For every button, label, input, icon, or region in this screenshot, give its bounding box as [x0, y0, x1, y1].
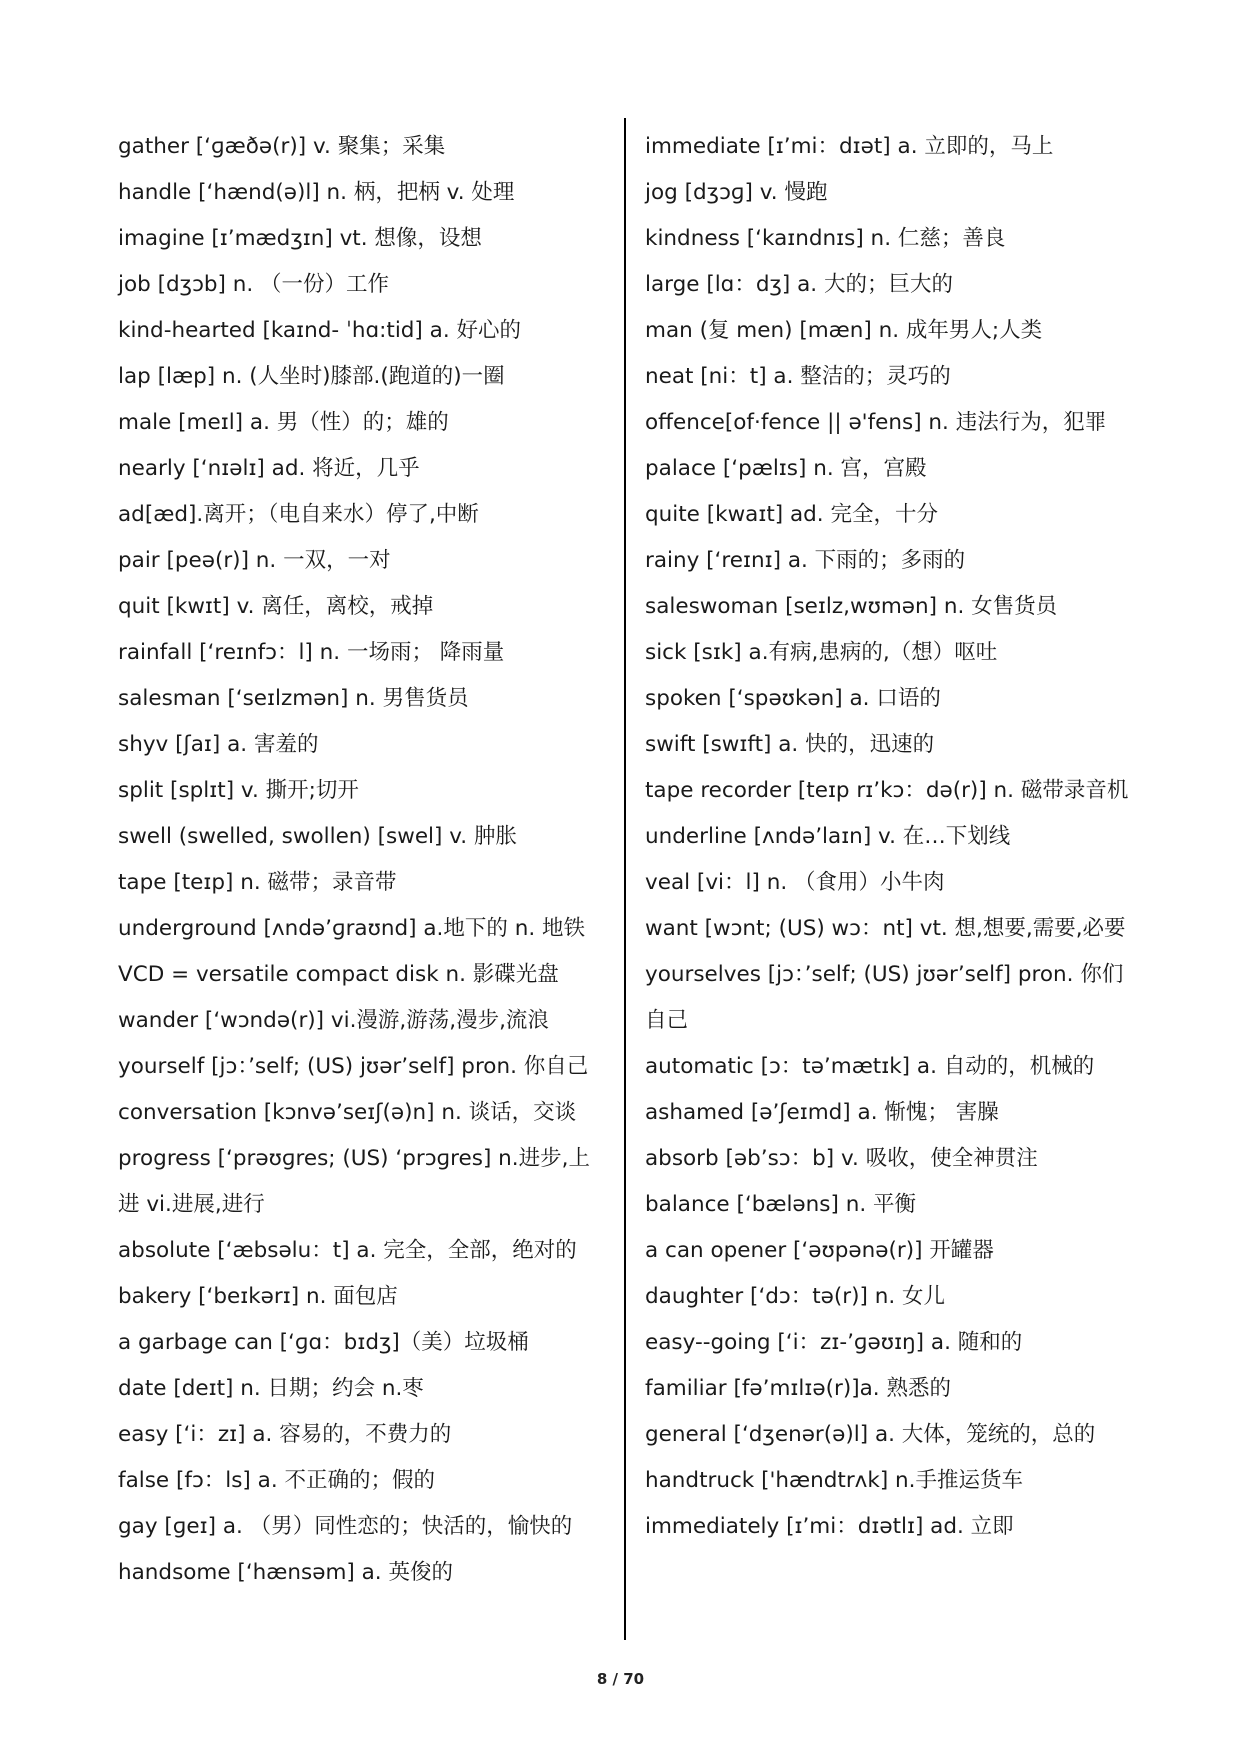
vocab-entry: swift [swɪft] a. 快的，迅速的 — [645, 732, 935, 757]
vocab-entry: quite [kwaɪt] ad. 完全，十分 — [645, 502, 938, 527]
vocab-entry: general [‘dʒenər(ə)l] a. 大体，笼统的，总的 — [645, 1422, 1096, 1447]
vocab-entry: man (复 men) [mæn] n. 成年男人;人类 — [645, 318, 1043, 343]
vocab-entry: lap [læp] n. (人坐时)膝部.(跑道的)一圈 — [118, 364, 505, 389]
vocab-entry: ashamed [ə’ʃeɪmd] a. 惭愧； 害臊 — [645, 1100, 999, 1125]
vocab-entry: gather [‘ɡæðə(r)] v. 聚集；采集 — [118, 134, 446, 159]
vocab-entry: yourself [jɔ：’self; (US) jʊər’self] pron. 你自己 — [118, 1054, 589, 1079]
vocab-entry: balance [‘bæləns] n. 平衡 — [645, 1192, 917, 1217]
vocab-entry: shyv [ʃaɪ] a. 害羞的 — [118, 732, 319, 757]
vocab-entry: offence[of·fence || ə'fens] n. 违法行为，犯罪 — [645, 410, 1107, 435]
vocab-entry: date [deɪt] n. 日期；约会 n.枣 — [118, 1376, 424, 1401]
vocab-entry: spoken [‘spəʊkən] a. 口语的 — [645, 686, 941, 711]
vocab-entry: tape recorder [teɪp rɪ’kɔ：də(r)] n. 磁带录音机 — [645, 778, 1129, 803]
vocab-entry: rainfall [‘reɪnfɔ：l] n. 一场雨； 降雨量 — [118, 640, 505, 665]
vocab-entry: imagine [ɪ’mædʒɪn] vt. 想像，设想 — [118, 226, 482, 251]
vocab-entry: handsome [‘hænsəm] a. 英俊的 — [118, 1560, 453, 1585]
vocab-entry: familiar [fə’mɪlɪə(r)]a. 熟悉的 — [645, 1376, 951, 1401]
vocab-entry: ad[æd].离开；（电自来水）停了,中断 — [118, 502, 479, 527]
vocab-entry: immediately [ɪ’mi：dɪətlɪ] ad. 立即 — [645, 1514, 1014, 1539]
vocab-entry: saleswoman [seɪlz,wʊmən] n. 女售货员 — [645, 594, 1058, 619]
vocab-entry: quit [kwɪt] v. 离任，离校，戒掉 — [118, 594, 434, 619]
vocab-entry: salesman [‘seɪlzmən] n. 男售货员 — [118, 686, 469, 711]
vocab-entry: handtruck ['hændtrʌk] n.手推运货车 — [645, 1468, 1024, 1493]
vocab-entry: underground [ʌndə’ɡraʊnd] a.地下的 n. 地铁 — [118, 916, 586, 941]
vocab-entry: sick [sɪk] a.有病,患病的,（想）呕吐 — [645, 640, 998, 665]
vocab-entry: absolute [‘æbsəlu：t] a. 完全，全部，绝对的 — [118, 1238, 577, 1263]
vocab-entry: want [wɔnt; (US) wɔ：nt] vt. 想,想要,需要,必要 — [645, 916, 1126, 941]
vocab-entry: veal [vi：l] n. （食用）小牛肉 — [645, 870, 945, 895]
left-column — [118, 124, 605, 1596]
vocab-entry: automatic [ɔ：tə’mætɪk] a. 自动的，机械的 — [645, 1054, 1095, 1079]
vocab-entry: swell (swelled, swollen) [swel] v. 肿胀 — [118, 824, 517, 849]
vocab-entry: male [meɪl] a. 男（性）的；雄的 — [118, 410, 449, 435]
page-number: 8 / 70 — [596, 1670, 645, 1688]
vocab-entry: bakery [‘beɪkərɪ] n. 面包店 — [118, 1284, 398, 1309]
vocab-entry: neat [ni：t] a. 整洁的；灵巧的 — [645, 364, 951, 389]
vocab-entry: nearly [‘nɪəlɪ] ad. 将近，几乎 — [118, 456, 420, 481]
column-divider — [624, 118, 626, 1640]
vocab-entry: progress [‘prəʊɡres; (US) ‘prɔɡres] n.进步,上进 vi.进展,进行 — [118, 1146, 590, 1217]
vocab-entry: large [lɑ：dʒ] a. 大的；巨大的 — [645, 272, 953, 297]
right-column — [645, 124, 1135, 1550]
vocab-entry: VCD = versatile compact disk n. 影碟光盘 — [118, 962, 559, 987]
vocab-entry: kindness [‘kaɪndnɪs] n. 仁慈；善良 — [645, 226, 1006, 251]
vocab-entry: tape [teɪp] n. 磁带；录音带 — [118, 870, 397, 895]
vocab-entry: handle [‘hænd(ə)l] n. 柄，把柄 v. 处理 — [118, 180, 515, 205]
vocab-entry: daughter [‘dɔ：tə(r)] n. 女儿 — [645, 1284, 946, 1309]
vocab-entry: split [splɪt] v. 撕开;切开 — [118, 778, 359, 803]
vocab-entry: conversation [kɔnvə’seɪʃ(ə)n] n. 谈话，交谈 — [118, 1100, 577, 1125]
vocab-entry: jog [dʒɔɡ] v. 慢跑 — [645, 180, 828, 205]
vocab-entry: absorb [əb’sɔ：b] v. 吸收，使全神贯注 — [645, 1146, 1038, 1171]
vocab-entry: gay [ɡeɪ] a. （男）同性恋的；快活的，愉快的 — [118, 1514, 573, 1539]
vocab-entry: job [dʒɔb] n. （一份）工作 — [118, 272, 390, 297]
vocab-entry: wander [‘wɔndə(r)] vi.漫游,游荡,漫步,流浪 — [118, 1008, 549, 1033]
vocab-entry: a can opener [‘əʊpənə(r)] 开罐器 — [645, 1238, 994, 1263]
vocab-entry: pair [peə(r)] n. 一双，一对 — [118, 548, 391, 573]
vocab-entry: underline [ʌndə’laɪn] v. 在…下划线 — [645, 824, 1011, 849]
vocab-entry: immediate [ɪ’mi：dɪət] a. 立即的，马上 — [645, 134, 1054, 159]
vocab-entry: false [fɔ：ls] a. 不正确的；假的 — [118, 1468, 435, 1493]
vocab-entry: yourselves [jɔ：’self; (US) jʊər’self] pron. 你们自己 — [645, 962, 1124, 1033]
vocab-entry: rainy [‘reɪnɪ] a. 下雨的；多雨的 — [645, 548, 966, 573]
vocab-entry: kind-hearted [kaɪnd- ˈhɑ:tid] a. 好心的 — [118, 318, 521, 343]
vocab-entry: easy [‘i：zɪ] a. 容易的，不费力的 — [118, 1422, 452, 1447]
vocab-entry: a garbage can [‘ɡɑ：bɪdʒ]（美）垃圾桶 — [118, 1330, 529, 1355]
vocab-entry: easy--going [‘i：zɪ-’ɡəʊɪŋ] a. 随和的 — [645, 1330, 1023, 1355]
vocab-entry: palace [‘pælɪs] n. 宫，宫殿 — [645, 456, 927, 481]
